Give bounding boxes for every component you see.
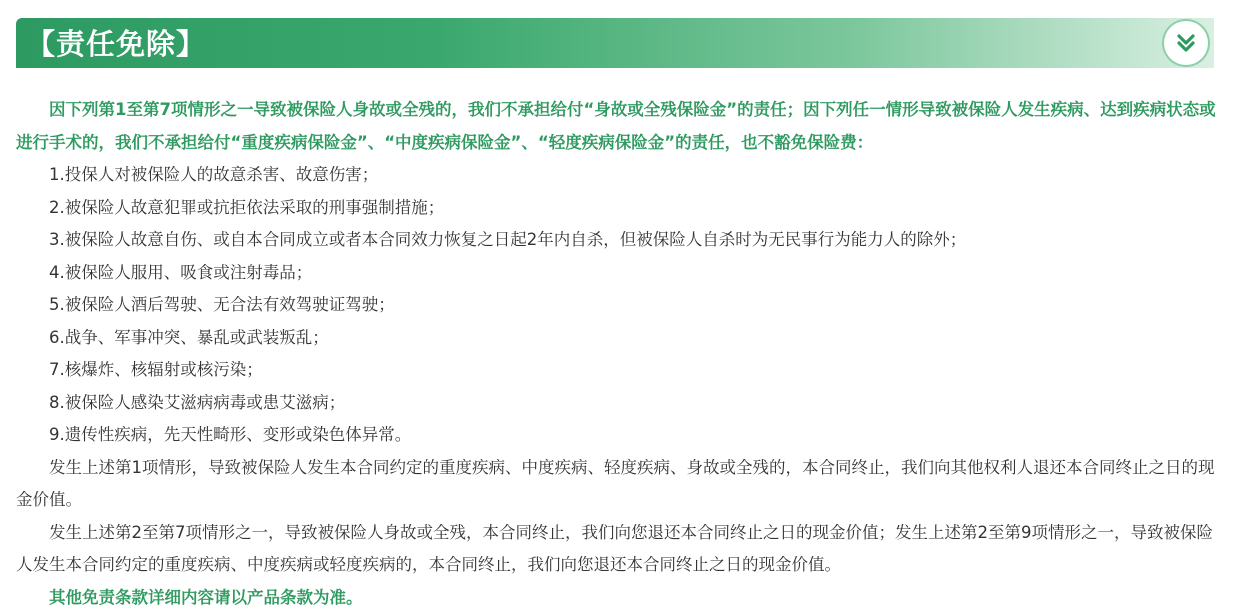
exclusion-item-9: 9.遗传性疾病，先天性畸形、变形或染色体异常。 bbox=[16, 419, 1216, 452]
intro-paragraph: 因下列第1至第7项情形之一导致被保险人身故或全残的，我们不承担给付“身故或全残保险金”的责任；因下列任一情形导致被保险人发生疾病、达到疾病状态或进行手术的，我们不承担给付“重度疾病保险金”、“中度疾病保险金”、“轻度疾病保险金”的责任，也不豁免保险费： bbox=[16, 94, 1216, 159]
exclusion-item-5: 5.被保险人酒后驾驶、无合法有效驾驶证驾驶； bbox=[16, 289, 1216, 322]
section-title: 【责任免除】 bbox=[26, 22, 206, 66]
exclusion-item-8: 8.被保险人感染艾滋病病毒或患艾滋病； bbox=[16, 387, 1216, 420]
exclusion-item-6: 6.战争、军事冲突、暴乱或武装叛乱； bbox=[16, 322, 1216, 355]
exclusion-item-2: 2.被保险人故意犯罪或抗拒依法采取的刑事强制措施； bbox=[16, 192, 1216, 225]
exclusion-item-4: 4.被保险人服用、吸食或注射毒品； bbox=[16, 257, 1216, 290]
exclusion-item-1: 1.投保人对被保险人的故意杀害、故意伤害； bbox=[16, 159, 1216, 192]
footer-note: 其他免责条款详细内容请以产品条款为准。 bbox=[16, 582, 1216, 614]
expand-toggle-button[interactable] bbox=[1164, 21, 1208, 65]
exclusion-item-3: 3.被保险人故意自伤、或自本合同成立或者本合同效力恢复之日起2年内自杀，但被保险人自杀时为无民事行为能力人的除外； bbox=[16, 224, 1216, 257]
consequence-paragraph-1: 发生上述第1项情形，导致被保险人发生本合同约定的重度疾病、中度疾病、轻度疾病、身故或全残的，本合同终止，我们向其他权利人退还本合同终止之日的现金价值。 bbox=[16, 452, 1216, 517]
exclusion-content bbox=[16, 94, 1216, 614]
exclusion-item-7: 7.核爆炸、核辐射或核污染； bbox=[16, 354, 1216, 387]
double-chevron-down-icon bbox=[1174, 31, 1198, 55]
consequence-paragraph-2: 发生上述第2至第7项情形之一，导致被保险人身故或全残，本合同终止，我们向您退还本合同终止之日的现金价值；发生上述第2至第9项情形之一，导致被保险人发生本合同约定的重度疾病、中度疾病或轻度疾病的，本合同终止，我们向您退还本合同终止之日的现金价值。 bbox=[16, 517, 1216, 582]
